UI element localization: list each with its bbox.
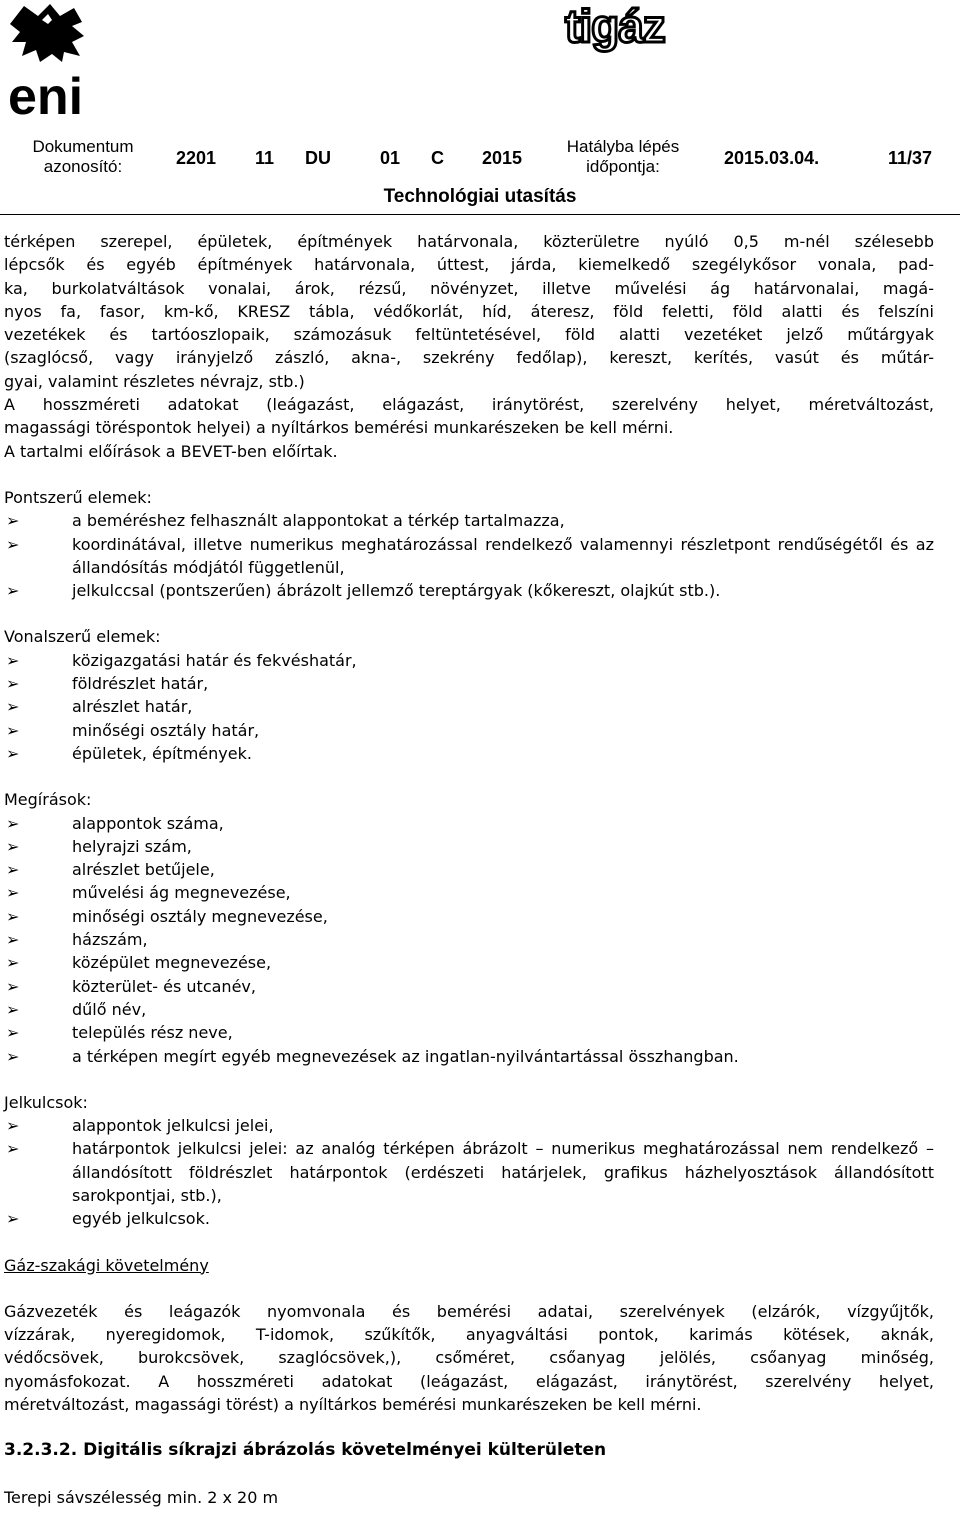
list-item: ➢ közigazgatási határ és fekvéshatár,	[4, 649, 934, 672]
arrow-bullet-icon: ➢	[6, 581, 20, 601]
page-number: 11/37	[888, 148, 933, 168]
eni-logo	[2, 2, 100, 120]
list-item: ➢ település rész neve,	[4, 1021, 934, 1044]
section-title: Digitális síkrajzi ábrázolás követelményei külterületen	[83, 1440, 607, 1461]
doc-id-part-1: 2201	[176, 148, 217, 168]
line-elements-list	[4, 649, 934, 765]
arrow-bullet-icon: ➢	[6, 953, 20, 973]
arrow-bullet-icon: ➢	[6, 1046, 20, 1066]
effective-date: 2015.03.04.	[724, 148, 820, 168]
gas-section	[4, 1254, 934, 1417]
labels-title: Megírások:	[4, 790, 92, 810]
gas-line: Gázvezeték és leágazók nyomvonala és bemérési adatai, szerelvények (elzárók, vízgyűjtők,	[4, 1301, 934, 1321]
list-item: ➢ alrészlet betűjele,	[4, 858, 934, 881]
list-item: ➢ dűlő név,	[4, 998, 934, 1021]
list-item: ➢ a térképen megírt egyéb megnevezések az ingatlan-nyilvántartással összhangban.	[4, 1045, 934, 1068]
effective-label-line2: időpontja:	[586, 157, 660, 176]
arrow-bullet-icon: ➢	[6, 511, 20, 531]
arrow-bullet-icon: ➢	[6, 1023, 20, 1043]
symbols-title: Jelkulcsok:	[4, 1092, 88, 1112]
arrow-bullet-icon: ➢	[6, 930, 20, 950]
arrow-bullet-icon: ➢	[6, 674, 20, 694]
arrow-bullet-icon: ➢	[6, 883, 20, 903]
list-item: ➢ középület megnevezése,	[4, 951, 934, 974]
doc-id-label-line1: Dokumentum	[32, 137, 134, 156]
arrow-bullet-icon: ➢	[6, 906, 20, 926]
arrow-bullet-icon: ➢	[6, 720, 20, 740]
intro-line: lépcsők és egyéb építmények határvonala, úttest, járda, kiemelkedő szegélykősor vonala, pad-	[4, 255, 934, 275]
document-body	[4, 230, 934, 1509]
doc-id-part-6: 2015	[482, 148, 523, 168]
intro-line: vezetékek és tartóoszlopaik, számozásuk feltüntetésével, föld alatti vezetéket jelző műtárgyak	[4, 325, 934, 345]
list-item: ➢ helyrajzi szám,	[4, 835, 934, 858]
labels-section	[4, 788, 934, 1068]
document-subtitle: Technológiai utasítás	[383, 186, 577, 207]
tigaz-wordmark: tigáz	[565, 0, 665, 52]
doc-id-part-2: 11	[255, 148, 275, 168]
intro-line: ka, burkolatváltások vonalai, árok, rézsű, növényzet, illetve művelési ág határvonalai, magá-	[4, 278, 934, 298]
footer-line: Terepi sávszélesség min. 2 x 20 m	[4, 1487, 279, 1507]
header-divider	[0, 214, 960, 215]
list-item: ➢ jelkulccsal (pontszerűen) ábrázolt jellemző tereptárgyak (kőkereszt, olajkút stb.).	[4, 579, 934, 602]
intro-line: gyai, valamint részletes névrajz, stb.)	[4, 371, 305, 391]
intro-line: térképen szerepel, épületek, építmények határvonala, közterületre nyúló 0,5 m-nél szélesebb	[4, 232, 934, 251]
list-item: ➢ földrészlet határ,	[4, 672, 934, 695]
arrow-bullet-icon: ➢	[6, 534, 20, 554]
line-elements-title: Vonalszerű elemek:	[4, 627, 161, 647]
labels-list	[4, 812, 934, 1068]
arrow-bullet-icon: ➢	[6, 697, 20, 717]
list-item: ➢ épületek, építmények.	[4, 742, 934, 765]
point-elements-section	[4, 486, 934, 602]
arrow-bullet-icon: ➢	[6, 1139, 20, 1159]
arrow-bullet-icon: ➢	[6, 650, 20, 670]
doc-id-part-5: C	[431, 148, 444, 168]
doc-id-part-4: 01	[380, 148, 401, 168]
tigaz-logo	[565, 0, 675, 60]
list-item: ➢ közterület- és utcanév,	[4, 975, 934, 998]
arrow-bullet-icon: ➢	[6, 976, 20, 996]
list-item: ➢ határpontok jelkulcsi jelei: az analóg térképen ábrázolt – numerikus meghatározással nem rendelkező – állandósított földrészlet határpontok (erdészeti határjelek, grafikus házhelyosztások állandósított sarokpontjai, stb.),	[6, 1139, 934, 1205]
arrow-bullet-icon: ➢	[6, 1116, 20, 1136]
line-elements-section	[4, 625, 934, 765]
list-item: ➢ házszám,	[4, 928, 934, 951]
list-item: ➢ koordinátával, illetve numerikus meghatározással rendelkező valamennyi részletpont rendűségétől és az állandósítás módjától függetlenül,	[6, 534, 934, 577]
intro-line: (szaglócső, vagy irányjelző zászló, akna-, szekrény fedőlap), kereszt, kerítés, vasút és műtár-	[4, 348, 934, 368]
list-item: ➢ művelési ág megnevezése,	[4, 881, 934, 904]
eni-wordmark: eni	[8, 68, 84, 120]
point-elements-title: Pontszerű elemek:	[4, 487, 152, 507]
gas-line: védőcsövek, burokcsövek, szaglócsövek,), csőméret, csőanyag jelölés, csőanyag minőség,	[4, 1348, 934, 1368]
list-item: ➢ a beméréshez felhasznált alappontokat a térkép tartalmazza,	[4, 509, 934, 532]
symbols-list	[4, 1114, 934, 1230]
gas-section-title: Gáz-szakági követelmény	[4, 1255, 209, 1275]
list-item: ➢ minőségi osztály megnevezése,	[4, 905, 934, 928]
arrow-bullet-icon: ➢	[6, 860, 20, 880]
point-elements-list	[4, 509, 934, 602]
intro-line: nyos fa, fasor, km-kő, KRESZ tábla, védőkorlát, híd, áteresz, föld feletti, föld alatti és felszíni	[4, 301, 934, 321]
gas-line: vízzárak, nyeregidomok, T-idomok, szűkítők, anyagváltási pontok, karimás kötések, aknák,	[4, 1325, 934, 1345]
list-item: ➢ minőségi osztály határ,	[4, 719, 934, 742]
arrow-bullet-icon: ➢	[6, 999, 20, 1019]
list-item: ➢ alrészlet határ,	[4, 695, 934, 718]
section-number: 3.2.3.2.	[4, 1440, 78, 1461]
length-line: magassági töréspontok helyei) a nyíltárkos bemérési munkarészeken be kell mérni.	[4, 418, 674, 438]
arrow-bullet-icon: ➢	[6, 743, 20, 763]
arrow-bullet-icon: ➢	[6, 836, 20, 856]
list-item: ➢ alappontok száma,	[4, 812, 934, 835]
arrow-bullet-icon: ➢	[6, 1209, 20, 1229]
length-line: A hosszméreti adatokat (leágazást, elágazást, iránytörést, szerelvény helyet, méretváltozást,	[4, 395, 934, 415]
doc-id-label-line2: azonosító:	[43, 157, 123, 176]
gas-line: nyomásfokozat. A hosszméreti adatokat (leágazást, elágazást, iránytörést, szerelvény helyet,	[4, 1371, 934, 1391]
gas-line: méretváltozást, magassági törést) a nyíltárkos bemérési munkarészeken be kell mérni.	[4, 1395, 702, 1415]
symbols-section	[4, 1091, 934, 1231]
doc-id-part-3: DU	[305, 148, 331, 168]
effective-label-line1: Hatályba lépés	[566, 137, 680, 156]
intro-paragraph	[4, 230, 934, 463]
six-legged-dog-icon	[2, 2, 100, 120]
bevet-line: A tartalmi előírások a BEVET-ben előírtak.	[4, 441, 338, 461]
arrow-bullet-icon: ➢	[6, 813, 20, 833]
list-item: ➢ alappontok jelkulcsi jelei,	[4, 1114, 934, 1137]
section-heading	[4, 1439, 934, 1462]
list-item: ➢ egyéb jelkulcsok.	[4, 1207, 934, 1230]
